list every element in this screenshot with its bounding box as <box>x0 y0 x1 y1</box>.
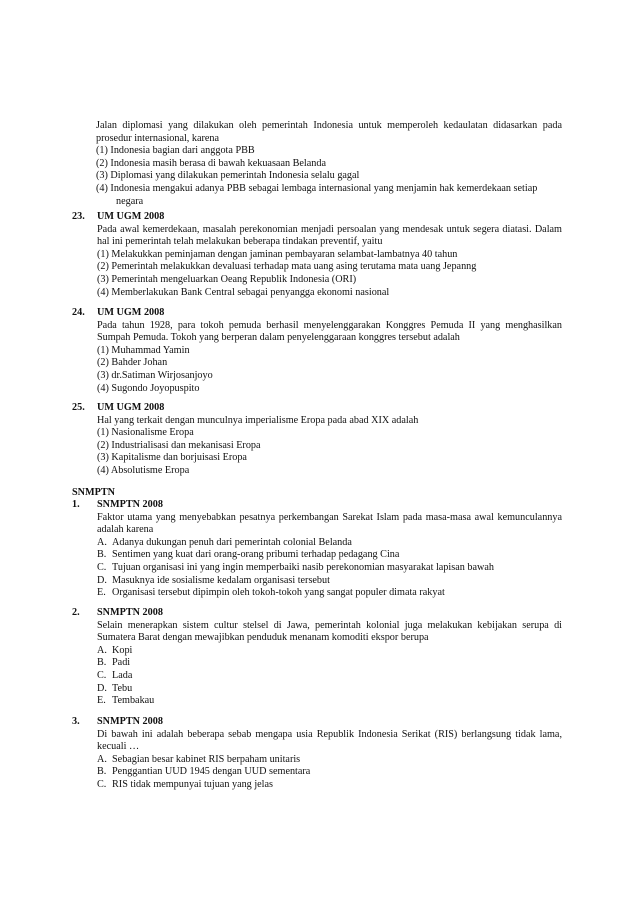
option-item: (4) Sugondo Joyopuspito <box>97 382 200 394</box>
option-item: (2) Bahder Johan <box>97 357 168 369</box>
question-number: 3. <box>72 716 80 727</box>
option-label: D. <box>97 682 107 694</box>
option-item <box>97 695 562 708</box>
option-continuation: negara <box>116 195 144 207</box>
option-text: Adanya dukungan penuh dari pemerintah colonial Belanda <box>112 536 352 548</box>
option-label: A. <box>97 753 107 765</box>
question-source: UM UGM 2008 <box>97 307 165 318</box>
option-item <box>97 754 562 767</box>
option-item: (4) Indonesia mengakui adanya PBB sebagai lembaga internasional yang menjamin hak kemerdekaan setiap <box>96 182 538 194</box>
option-text: Kopi <box>112 644 133 656</box>
intro-question <box>96 120 562 208</box>
option-label: B. <box>97 766 107 778</box>
option-label: C. <box>97 669 107 681</box>
snmptn-question-1 <box>72 499 562 600</box>
option-label: C. <box>97 561 107 573</box>
option-text: Sentimen yang kuat dari orang-orang pribumi terhadap pedagang Cina <box>112 549 400 561</box>
option-item: (4) Memberlakukan Bank Central sebagai penyangga ekonomi nasional <box>97 286 390 298</box>
option-text: Sebagian besar kabinet RIS berpaham unitaris <box>112 753 301 765</box>
option-item <box>97 575 562 588</box>
option-item: (4) Absolutisme Eropa <box>97 464 190 476</box>
question-number: 1. <box>72 499 80 510</box>
option-item: (1) Melakukkan peminjaman dengan jaminan pembayaran selambat-lambatnya 40 tahun <box>97 248 458 260</box>
option-item: (3) Pemerintah mengeluarkan Oeang Republik Indonesia (ORI) <box>97 273 357 285</box>
option-item: (2) Pemerintah melakukkan devaluasi terhadap mata uang asing terutama mata uang Jepanng <box>97 261 477 273</box>
option-label: A. <box>97 536 107 548</box>
option-text: Padi <box>112 657 131 669</box>
option-item: (3) dr.Satiman Wirjosanjoyo <box>97 369 213 381</box>
option-item <box>97 562 562 575</box>
option-item: (1) Indonesia bagian dari anggota PBB <box>96 145 255 157</box>
option-item <box>97 657 562 670</box>
option-item: (2) Indonesia masih berasa di bawah kekuasaan Belanda <box>96 157 326 169</box>
option-text: Lada <box>112 669 133 681</box>
question-number: 2. <box>72 607 80 618</box>
question-24 <box>72 307 562 395</box>
option-text: Penggantian UUD 1945 dengan UUD sementara <box>112 766 311 778</box>
option-item: (2) Industrialisasi dan mekanisasi Eropa <box>97 439 261 451</box>
option-text: Tebu <box>112 682 133 694</box>
option-label: B. <box>97 549 107 561</box>
option-text: Tembakau <box>112 695 155 707</box>
question-number: 24. <box>72 307 85 318</box>
snmptn-question-3 <box>72 716 562 792</box>
question-stem: Pada awal kemerdekaan, masalah perekonomian menjadi persoalan yang mendesak untuk segera diatasi. Dalam hal ini pemerintah telah melakukan beberapa tindakan preventif, yaitu <box>97 223 562 248</box>
option-label: A. <box>97 644 107 656</box>
option-item: (1) Nasionalisme Eropa <box>97 427 194 439</box>
option-item <box>97 683 562 696</box>
question-source: SNMPTN 2008 <box>97 607 163 618</box>
option-text: Masuknya ide sosialisme kedalam organisasi tersebut <box>112 574 330 586</box>
question-number: 25. <box>72 402 85 413</box>
option-label: E. <box>97 587 106 599</box>
question-source: SNMPTN 2008 <box>97 499 163 510</box>
option-item <box>97 537 562 550</box>
option-item: (3) Kapitalisme dan borjuisasi Eropa <box>97 452 247 464</box>
question-source: SNMPTN 2008 <box>97 716 163 727</box>
question-source: UM UGM 2008 <box>97 402 165 413</box>
option-item: (1) Muhammad Yamin <box>97 344 190 356</box>
question-23 <box>72 211 562 299</box>
option-label: E. <box>97 695 106 707</box>
question-stem: Jalan diplomasi yang dilakukan oleh pemerintah Indonesia untuk memperoleh kedaulatan didasarkan pada prosedur internasional, karena <box>96 120 562 144</box>
option-text: Organisasi tersebut dipimpin oleh tokoh-tokoh yang sangat populer dimata rakyat <box>112 587 445 599</box>
question-stem: Faktor utama yang menyebabkan pesatnya perkembangan Sarekat Islam pada masa-masa awal kemunculannya adalah karena <box>97 511 562 536</box>
option-item <box>97 645 562 658</box>
option-item <box>97 779 562 792</box>
option-item <box>97 766 562 779</box>
question-25 <box>72 402 562 478</box>
option-text: RIS tidak mempunyai tujuan yang jelas <box>112 778 273 790</box>
question-stem: Hal yang terkait dengan munculnya imperialisme Eropa pada abad XIX adalah <box>97 414 419 426</box>
option-label: D. <box>97 574 107 586</box>
question-number: 23. <box>72 211 85 222</box>
question-stem: Pada tahun 1928, para tokoh pemuda berhasil menyelenggarakan Konggres Pemuda II yang menghasilkan Sumpah Pemuda. Tokoh yang berperan dalam penyelenggaraan konggres tersebut adalah <box>97 319 562 344</box>
question-stem: Di bawah ini adalah beberapa sebab mengapa usia Republik Indonesia Serikat (RIS) berlangsung tidak lama, kecuali … <box>97 728 562 753</box>
option-item: (3) Diplomasi yang dilakukan pemerintah Indonesia selalu gagal <box>96 170 360 182</box>
section-heading: SNMPTN <box>72 487 116 498</box>
option-text: Tujuan organisasi ini yang ingin memperbaiki nasib perekonomian masyarakat lapisan bawah <box>112 561 494 573</box>
option-label: B. <box>97 657 107 669</box>
snmptn-question-2 <box>72 607 562 708</box>
option-label: C. <box>97 778 107 790</box>
option-item <box>97 587 562 600</box>
option-item <box>97 549 562 562</box>
option-item <box>97 670 562 683</box>
question-stem: Selain menerapkan sistem cultur stelsel di Jawa, pemerintah kolonial juga melakukan kebijakan serupa di Sumatera Barat dengan mewajibkan penduduk menanam komoditi ekspor berupa <box>97 619 562 644</box>
question-source: UM UGM 2008 <box>97 211 165 222</box>
